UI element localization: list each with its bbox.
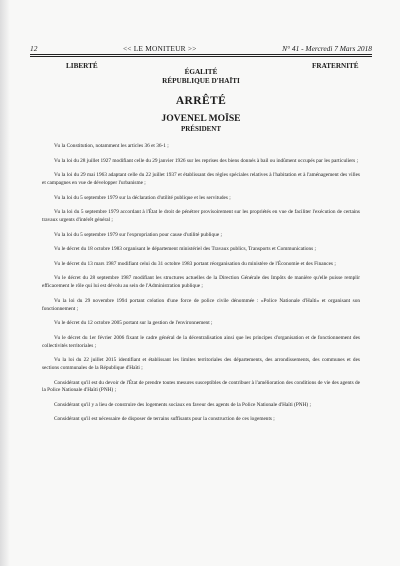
signatory-role: PRÉSIDENT	[180, 125, 222, 133]
issue-date: N° 41 - Mercredi 7 Mars 2018	[282, 44, 372, 53]
paragraph: Vu le décret du 13 mars 1987 modifiant celui du 31 octobre 1983 portant réorganisation du ministère de l'Économie et des Finances ;	[54, 260, 336, 267]
publication-name: << LE MONITEUR >>	[122, 44, 197, 53]
paragraph: Vu la loi du 5 septembre 1979 sur la déclaration d'utilité publique et les servitudes ;	[54, 194, 231, 201]
paragraph: Vu la loi du 28 juillet 1927 modifiant celle du 29 janvier 1926 sur les reprises des biens donnés à bail ou indûment occupés par les particuliers ;	[54, 157, 359, 164]
motto-fraternite: FRATERNITÉ	[312, 62, 359, 70]
document-title: ARRÊTÉ	[175, 95, 227, 107]
page-edge-shadow	[0, 0, 10, 566]
document-body	[42, 143, 360, 431]
motto-egalite: ÉGALITÉ	[184, 68, 218, 76]
paragraph: Considérant qu'il y a lieu de construire des logements sociaux en faveur des agents de la Police Nationale d'Haïti (PNH) ;	[54, 401, 311, 408]
paragraph: Vu le décret du 28 septembre 1987 modifiant les structures actuelles de la Direction Générale des Impôts de manière qu'elle puisse remplir efficacement le rôle qui lui est dévolu au sein de l'Administration publique ;	[42, 275, 360, 290]
paragraph: Vu le décret du 12 octobre 2005 portant sur la gestion de l'environnement ;	[54, 320, 213, 327]
motto-liberte: LIBERTÉ	[66, 62, 98, 70]
running-header	[30, 44, 372, 53]
paragraph: Vu la loi du 29 novembre 1994 portant création d'une force de police civile dénommée : «Police Nationale d'Haïti» et organisant son fonctionnement ;	[42, 297, 360, 312]
paragraph: Vu la Constitution, notamment les articles 36 et 36-1 ;	[54, 143, 169, 149]
header-rule-top	[30, 54, 372, 55]
header-rule-bottom	[30, 56, 372, 57]
paragraph: Vu la loi du 22 juillet 2015 identifiant et établissant les limites territoriales des départements, des arrondissements, des communes et des sections communales de la République d'Haïti ;	[42, 357, 360, 371]
paragraph: Vu le décret du 18 octobre 1983 organisant le département ministériel des Travaux publics, Transports et Communications ;	[54, 246, 317, 253]
paragraph: Considérant qu'il est nécessaire de disposer de terrains suffisants pour la construction de ces logements ;	[54, 416, 275, 423]
paragraph: Considérant qu'il est du devoir de l'État de prendre toutes mesures susceptibles de contribuer à l'amélioration des conditions de vie des agents de la Police Nationale d'Haïti (PNH) ;	[42, 379, 360, 394]
paragraph: Vu le décret du 1er février 2006 fixant le cadre général de la décentralisation ainsi que les principes d'organisation et de fonctionnement des collectivités territoriales ;	[42, 334, 360, 349]
paragraph: Vu la loi du 5 septembre 1979 sur l'expropriation pour cause d'utilité publique ;	[54, 231, 222, 238]
page-number: 12	[30, 44, 38, 53]
paragraph: Vu la loi du 5 septembre 1979 accordant à l'État le droit de pénétrer provisoirement sur les propriétés en vue de faciliter l'exécution de certains travaux urgents d'intérêt général ;	[42, 209, 360, 223]
motto-republique: RÉPUBLIQUE D'HAÏTI	[162, 77, 240, 85]
motto-center	[30, 68, 372, 86]
paragraph: Vu la loi du 29 mai 1963 adaptant celle du 22 juillet 1937 et établissant des règles spéciales relatives à l'habitation et à l'aménagement des villes et campagnes en vue de développer l'urbanisme ;	[42, 172, 360, 186]
signatory-name: JOVENEL MOÏSE	[161, 113, 241, 124]
